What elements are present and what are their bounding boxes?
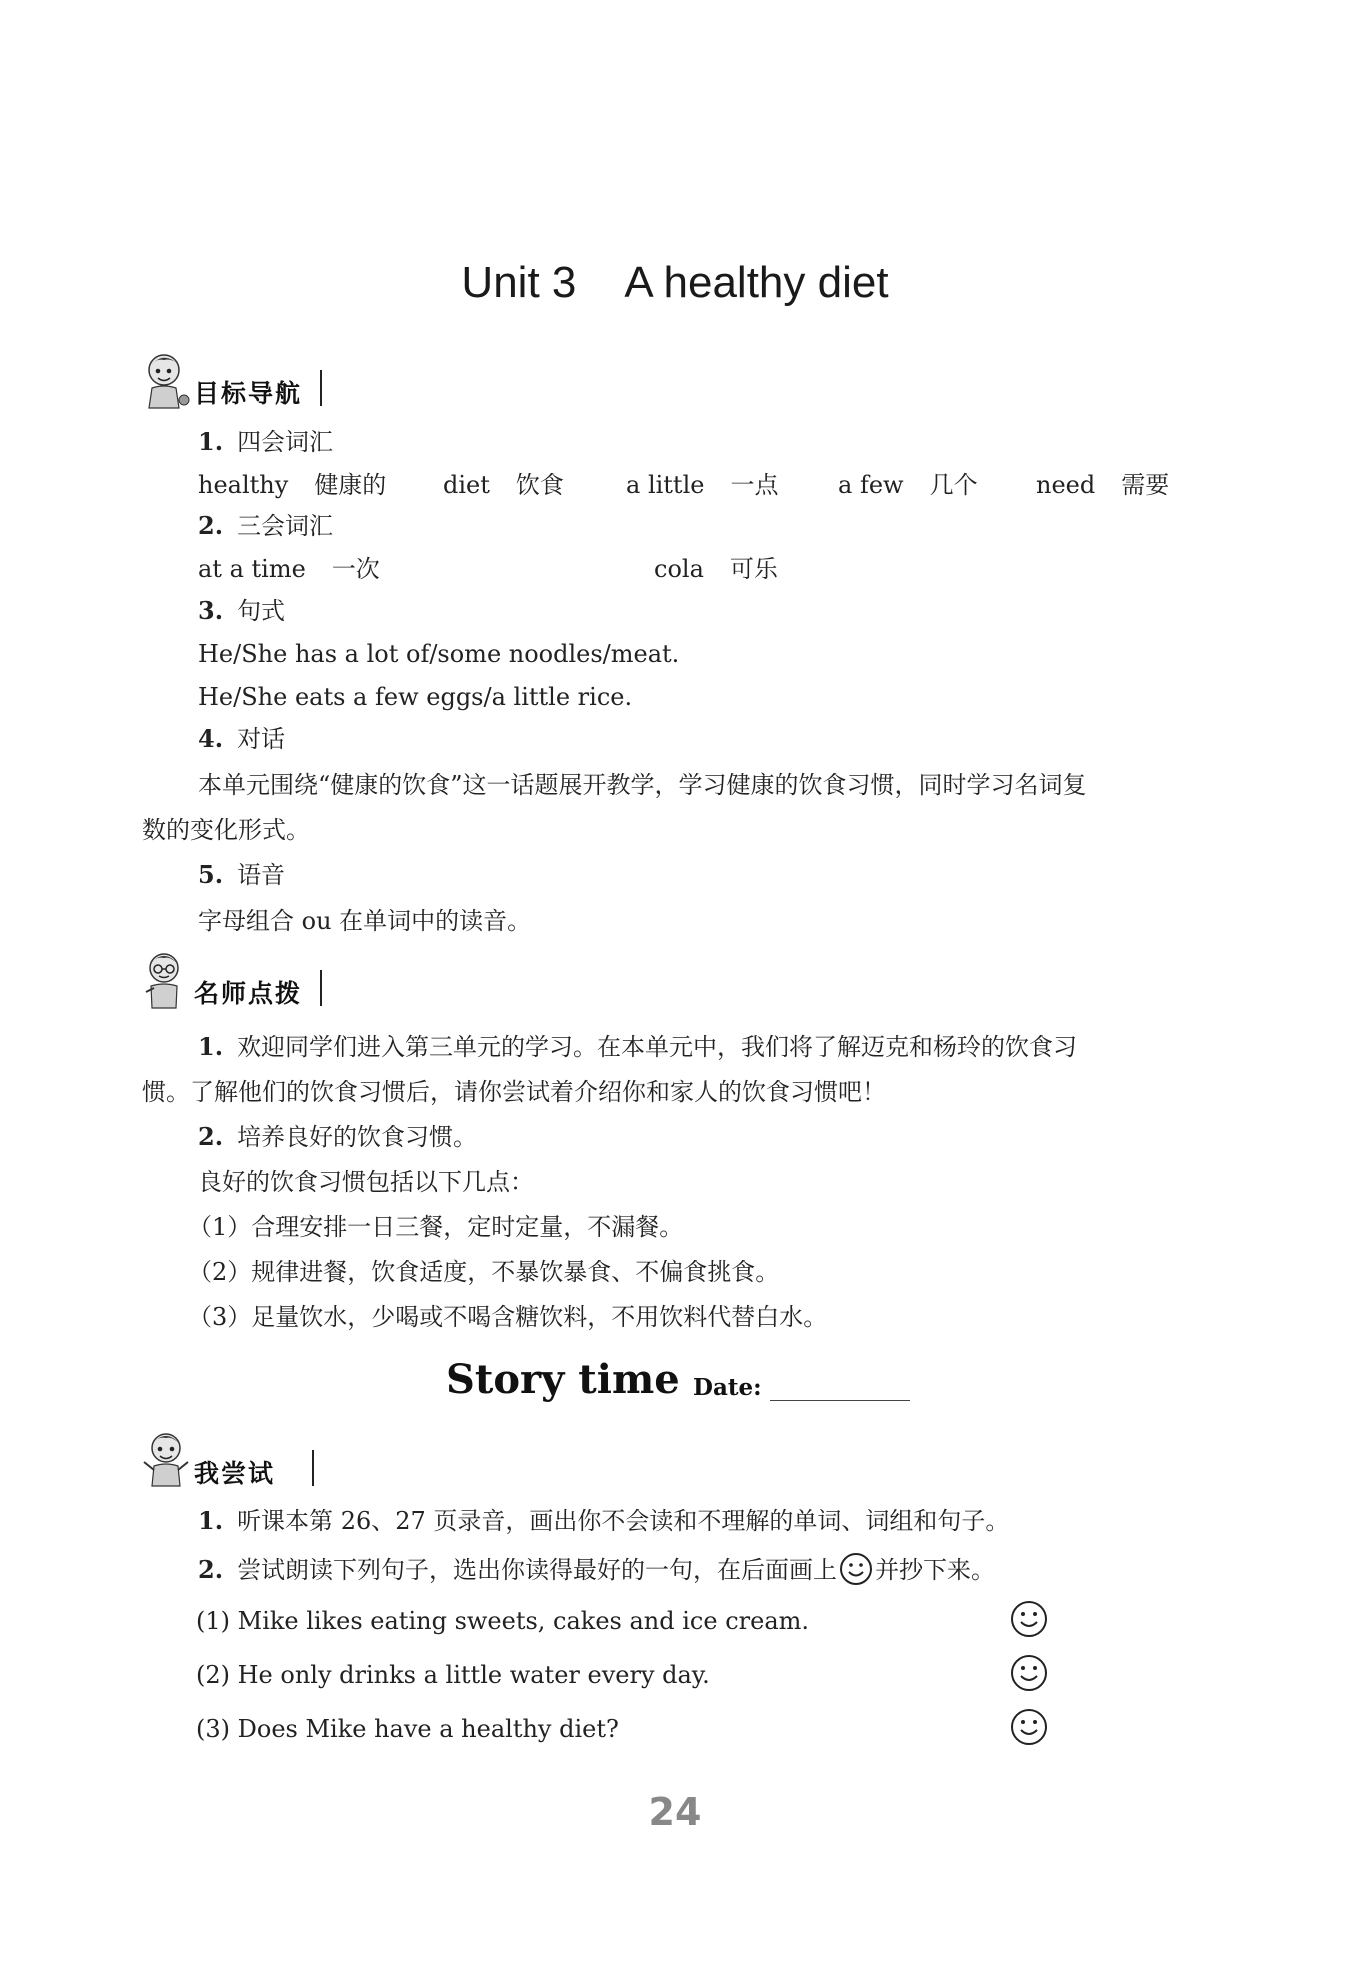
vocab-item: at a time 一次 — [198, 555, 380, 583]
item-2-heading: 2. 三会词汇 — [198, 511, 334, 540]
phonics-text: 字母组合 ou 在单词中的读音。 — [198, 907, 532, 935]
unit-number: Unit 3 — [461, 258, 577, 307]
read-sentence-3: (3) Does Mike have a healthy diet? — [196, 1715, 619, 1743]
item-5-heading: 5. 语音 — [198, 860, 286, 889]
vocab-item: need 需要 — [1036, 471, 1170, 499]
vocab-item: cola 可乐 — [654, 555, 778, 583]
sentence-pattern-2: He/She eats a few eggs/a little rice. — [198, 683, 633, 711]
tip-2-intro: 良好的饮食习惯包括以下几点： — [198, 1168, 534, 1196]
smiley-face-icon[interactable] — [1010, 1600, 1048, 1638]
date-fill-line[interactable] — [770, 1400, 910, 1401]
smiley-face-icon[interactable] — [1010, 1654, 1048, 1692]
section-header-teacher-tips — [142, 948, 342, 1012]
smiley-face-icon — [839, 1552, 873, 1586]
tip-2-point-1: （1）合理安排一日三餐，定时定量，不漏餐。 — [188, 1213, 684, 1241]
story-title: Story time — [446, 1356, 680, 1403]
dialogue-text-line-2: 数的变化形式。 — [142, 816, 310, 844]
student-mascot-icon — [142, 348, 190, 412]
section-label: 我尝试 — [194, 1459, 276, 1488]
page-number: 24 — [648, 1790, 702, 1834]
read-sentence-1: (1) Mike likes eating sweets, cakes and ice cream. — [196, 1607, 810, 1635]
tip-1-line-1: 1. 欢迎同学们进入第三单元的学习。在本单元中，我们将了解迈克和杨玲的饮食习 — [198, 1032, 1078, 1061]
unit-name: A healthy diet — [624, 258, 889, 307]
tip-1-line-2: 惯。了解他们的饮食习惯后，请你尝试着介绍你和家人的饮食习惯吧！ — [142, 1078, 886, 1106]
task-1: 1. 听课本第 26、27 页录音，画出你不会读和不理解的单词、词组和句子。 — [198, 1506, 1010, 1535]
section-label: 名师点拨 — [194, 979, 303, 1008]
vocab4-row — [198, 470, 1198, 500]
vocab3-row — [198, 554, 1198, 584]
dialogue-text-line-1: 本单元围绕“健康的饮食”这一话题展开教学，学习健康的饮食习惯，同时学习名词复 — [198, 771, 1087, 799]
date-label: Date: — [693, 1374, 762, 1401]
item-1-heading: 1. 四会词汇 — [198, 427, 334, 456]
sentence-pattern-1: He/She has a lot of/some noodles/meat. — [198, 640, 680, 668]
section-header-goals — [142, 348, 342, 412]
tip-2-point-2: （2）规律进餐，饮食适度，不暴饮暴食、不偏食挑食。 — [188, 1258, 780, 1286]
vocab-item: a few 几个 — [838, 471, 978, 499]
task-2: 2. 尝试朗读下列句子，选出你读得最好的一句，在后面画上 并抄下来。 — [198, 1552, 995, 1586]
smiley-face-icon[interactable] — [1010, 1708, 1048, 1746]
vocab-item: diet 饮食 — [443, 471, 564, 499]
teacher-mascot-icon — [142, 948, 190, 1012]
tip-2-point-3: （3）足量饮水，少喝或不喝含糖饮料，不用饮料代替白水。 — [188, 1303, 828, 1331]
vocab-item: a little 一点 — [626, 471, 779, 499]
unit-title — [0, 258, 1350, 308]
section-divider — [312, 1450, 314, 1486]
item-3-heading: 3. 句式 — [198, 596, 286, 625]
student-mascot-icon — [142, 1428, 190, 1492]
section-divider — [320, 970, 322, 1006]
section-header-try — [142, 1428, 342, 1492]
section-label: 目标导航 — [194, 379, 303, 408]
item-4-heading: 4. 对话 — [198, 724, 286, 753]
read-sentence-2: (2) He only drinks a little water every day. — [196, 1661, 710, 1689]
tip-2-heading: 2. 培养良好的饮食习惯。 — [198, 1122, 478, 1151]
section-divider — [320, 370, 322, 406]
vocab-item: healthy 健康的 — [198, 471, 387, 499]
